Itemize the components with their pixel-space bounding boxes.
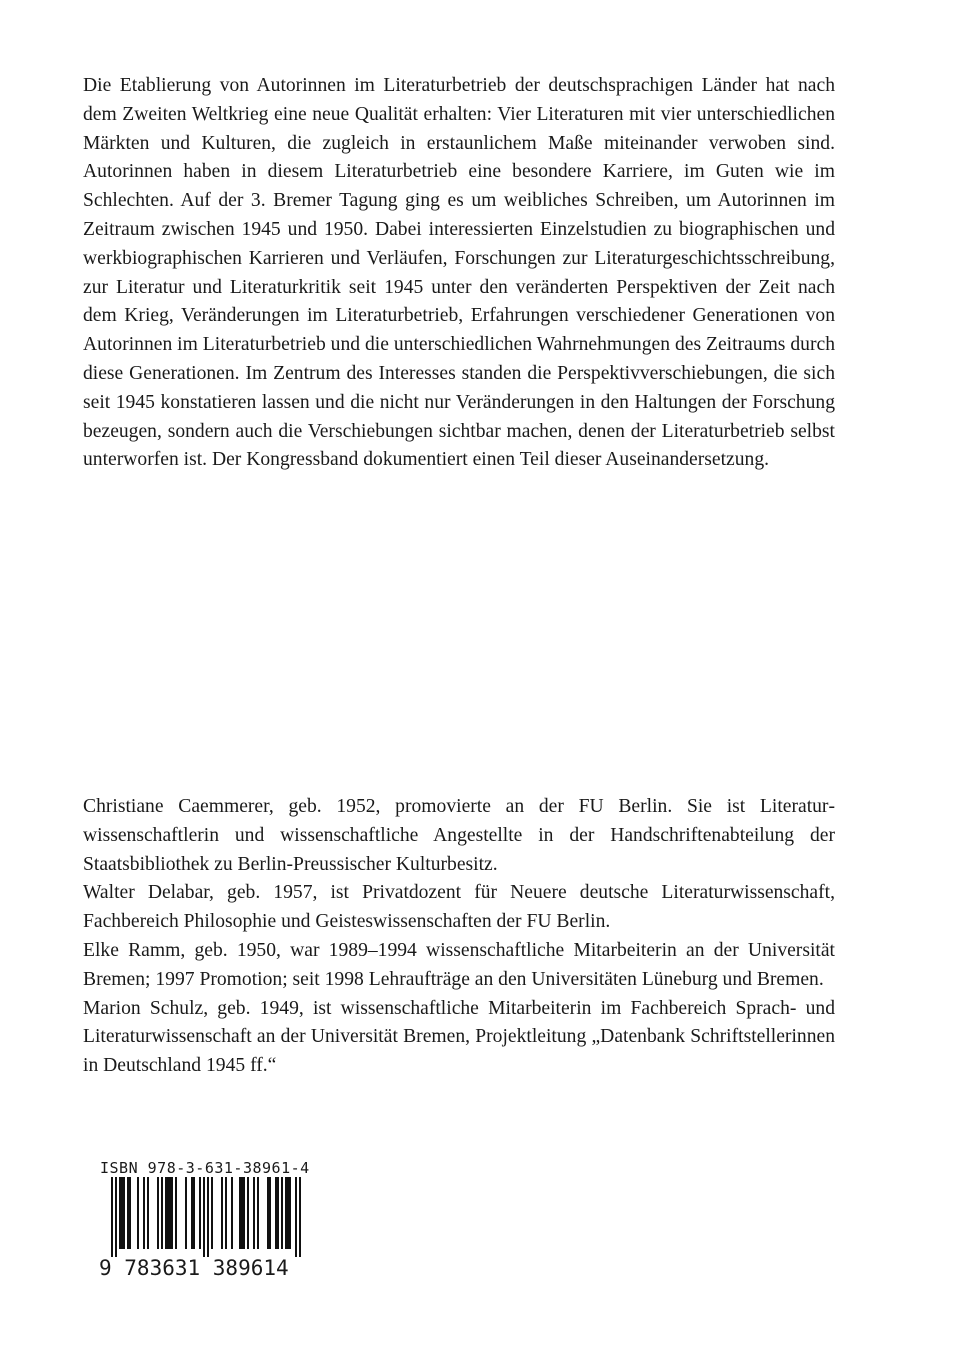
barcode-bar xyxy=(299,1177,301,1257)
barcode-bar xyxy=(253,1177,255,1249)
barcode-bar xyxy=(257,1177,259,1249)
barcode-bar xyxy=(203,1177,205,1257)
barcode-bar xyxy=(167,1177,169,1249)
barcode-bar xyxy=(193,1177,195,1249)
barcode-bar xyxy=(287,1177,289,1249)
barcode-bar xyxy=(175,1177,177,1249)
barcode-bar xyxy=(289,1177,291,1249)
bio-ramm: Elke Ramm, geb. 1950, war 1989–1994 wissenschaftliche Mitarbeiterin an der Universität Bremen; 1997 Promotion; seit 1998 Lehraufträge an den Universitäten Lüneburg und Bremen. xyxy=(83,939,835,990)
barcode-bar xyxy=(115,1177,117,1257)
bio-schulz: Marion Schulz, geb. 1949, ist wissenschaftliche Mitarbeiterin im Fachbereich Sprach- und Literaturwissenschaft an der Universität Bremen, Projektleitung „Datenbank Schriftstellerinnen in Deutschland 1945 ff.“ xyxy=(83,997,835,1077)
barcode-bar xyxy=(241,1177,243,1249)
barcode-bar xyxy=(231,1177,233,1249)
barcode-bar xyxy=(243,1177,245,1249)
barcode-bar xyxy=(199,1177,201,1249)
editor-biographies xyxy=(83,793,835,1081)
barcode-bar xyxy=(285,1177,287,1249)
isbn-label: ISBN 978-3-631-38961-4 xyxy=(100,1159,310,1177)
barcode-bar xyxy=(127,1177,129,1249)
barcode-bar xyxy=(295,1177,297,1257)
abstract-paragraph: Die Etablierung von Autorinnen im Literaturbetrieb der deutschsprachigen Länder hat nach dem Zweiten Weltkrieg eine neue Qualität erhalten: Vier Literaturen mit vier unterschiedlichen Märkten und Kulturen, die zugleich in erstaunlichem Maße miteinander verwoben sind. Autorinnen haben in diesem Literaturbetrieb eine besondere Karriere, im Guten wie im Schlechten. Auf der 3. Bremer Tagung ging es um weibliches Schreiben, um Autorinnen im Zeitraum zwischen 1945 und 1950. Dabei interessierten Einzelstudien zu biographischen und werkbiographischen Karrieren und Verläufen, Forschungen zur Literaturgeschichtsschreibung, zur Literatur und Literaturkritik seit 1945 unter den veränderten Perspektiven der Zeit nach dem Krieg, Veränderungen im Literaturbetrieb, Erfahrungen verschiedener Generationen von Autorinnen im Literaturbetrieb und die unterschiedlichen Wahrnehmungen des Zeitraums durch diese Generationen. Im Zentrum des Interesses standen die Perspektivverschiebungen, die sich seit 1945 konstatieren lassen und die nicht nur Veränderungen in den Haltungen der Forschung bezeugen, sondern auch die Verschiebungen sichtbar machen, denen der Literaturbetrieb selbst unterworfen ist. Der Kongressband dokumentiert einen Teil dieser Auseinandersetzung. xyxy=(83,75,835,471)
barcode-bar xyxy=(191,1177,193,1249)
barcode-bar xyxy=(277,1177,279,1249)
barcode-bar xyxy=(111,1177,113,1257)
barcode-bar xyxy=(207,1177,209,1257)
barcode-bar xyxy=(121,1177,123,1249)
barcode-bar xyxy=(225,1177,227,1249)
back-cover-abstract xyxy=(83,72,835,475)
barcode-bar xyxy=(269,1177,271,1249)
barcode-bar xyxy=(119,1177,121,1249)
bio-caemmerer: Christiane Caemmerer, geb. 1952, promovierte an der FU Berlin. Sie ist Literaturwissenschaftlerin und wissenschaftliche Angestellte in der Handschriftenabteilung der Staatsbibliothek zu Berlin-Preussischer Kulturbesitz. xyxy=(83,796,835,875)
barcode-bar xyxy=(211,1177,213,1249)
barcode-bar xyxy=(161,1177,163,1249)
barcode-bar xyxy=(169,1177,171,1249)
barcode-bar xyxy=(137,1177,139,1249)
barcode-bar xyxy=(123,1177,125,1249)
barcode-bar xyxy=(143,1177,145,1249)
barcode-bar xyxy=(157,1177,159,1249)
bio-delabar: Walter Delabar, geb. 1957, ist Privatdozent für Neuere deutsche Literaturwissenschaft, Fachbereich Philosophie und Geisteswissenschaften der FU Berlin. xyxy=(83,882,835,933)
isbn-barcode xyxy=(99,1160,311,1279)
barcode-bars xyxy=(99,1177,311,1257)
barcode-bar xyxy=(281,1177,283,1249)
barcode-bar xyxy=(239,1177,241,1249)
barcode-bar xyxy=(129,1177,131,1249)
barcode-digits: 9 783631 389614 xyxy=(99,1256,289,1280)
barcode-bar xyxy=(275,1177,277,1249)
barcode-bar xyxy=(247,1177,249,1249)
barcode-bar xyxy=(165,1177,167,1249)
barcode-bar xyxy=(267,1177,269,1249)
barcode-bar xyxy=(221,1177,223,1249)
barcode-bar xyxy=(147,1177,149,1249)
barcode-bar xyxy=(185,1177,187,1249)
barcode-bar xyxy=(171,1177,173,1249)
